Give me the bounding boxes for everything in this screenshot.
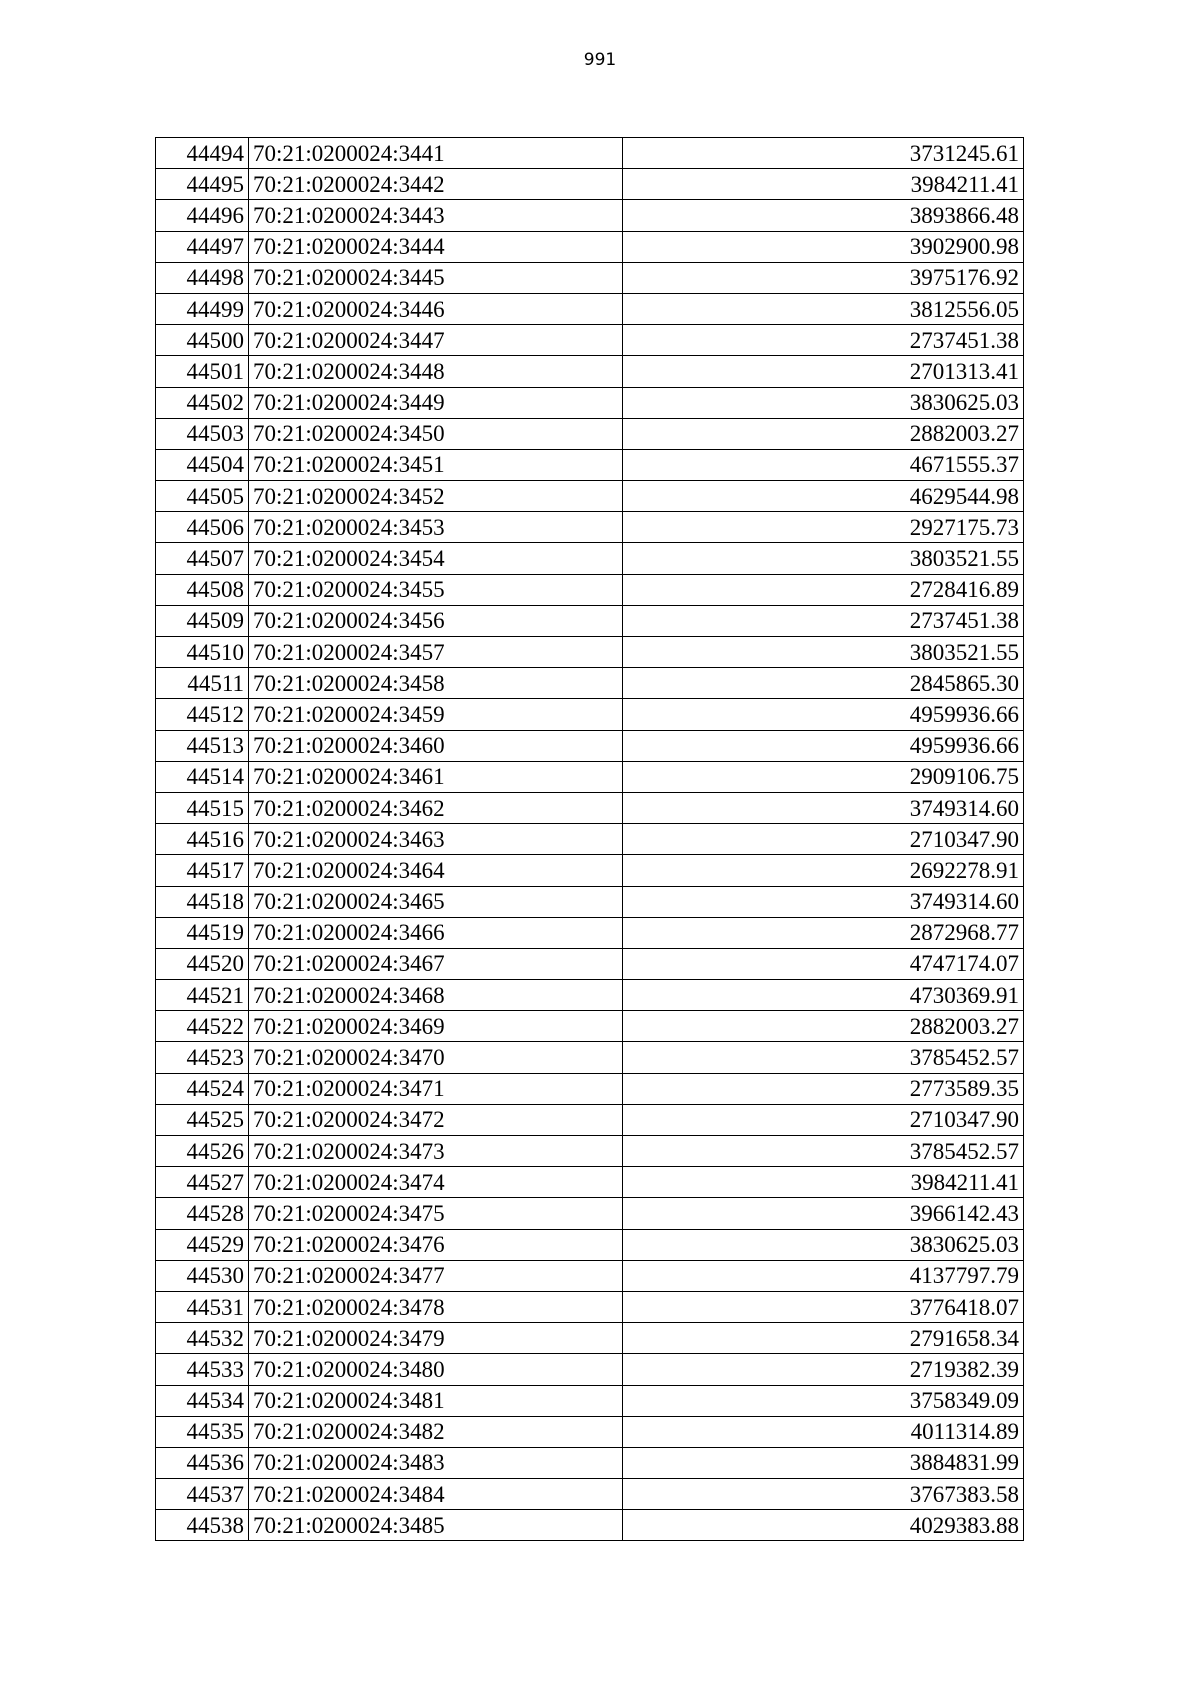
value-cell: 2692278.91: [623, 855, 1024, 886]
value-cell: 3984211.41: [623, 169, 1024, 200]
table-row: [156, 200, 1024, 231]
row-number-cell: 44507: [156, 543, 249, 574]
value-cell: 3966142.43: [623, 1198, 1024, 1229]
cadastral-number-cell: 70:21:0200024:3473: [249, 1136, 623, 1167]
cadastral-number-cell: 70:21:0200024:3466: [249, 917, 623, 948]
value-cell: 2872968.77: [623, 917, 1024, 948]
table-body: [156, 138, 1024, 1541]
cadastral-number-cell: 70:21:0200024:3448: [249, 356, 623, 387]
table-row: [156, 1073, 1024, 1104]
row-number-cell: 44504: [156, 449, 249, 480]
cadastral-number-cell: 70:21:0200024:3445: [249, 262, 623, 293]
cadastral-number-cell: 70:21:0200024:3461: [249, 761, 623, 792]
row-number-cell: 44527: [156, 1167, 249, 1198]
value-cell: 3975176.92: [623, 262, 1024, 293]
row-number-cell: 44511: [156, 668, 249, 699]
cadastral-number-cell: 70:21:0200024:3453: [249, 512, 623, 543]
table-row: [156, 418, 1024, 449]
cadastral-number-cell: 70:21:0200024:3460: [249, 730, 623, 761]
value-cell: 2728416.89: [623, 574, 1024, 605]
page-number: 991: [583, 50, 617, 70]
value-cell: 4747174.07: [623, 948, 1024, 979]
table-row: [156, 1042, 1024, 1073]
table-row: [156, 1385, 1024, 1416]
table-row: [156, 980, 1024, 1011]
value-cell: 3731245.61: [623, 138, 1024, 169]
cadastral-number-cell: 70:21:0200024:3456: [249, 605, 623, 636]
row-number-cell: 44537: [156, 1479, 249, 1510]
table-row: [156, 1260, 1024, 1291]
table-row: [156, 543, 1024, 574]
table-row: [156, 1354, 1024, 1385]
table-row: [156, 512, 1024, 543]
table-row: [156, 1167, 1024, 1198]
table-row: [156, 1510, 1024, 1541]
value-cell: 2773589.35: [623, 1073, 1024, 1104]
table-row: [156, 231, 1024, 262]
table-row: [156, 886, 1024, 917]
value-cell: 2882003.27: [623, 1011, 1024, 1042]
row-number-cell: 44515: [156, 792, 249, 823]
value-cell: 3812556.05: [623, 293, 1024, 324]
value-cell: 2719382.39: [623, 1354, 1024, 1385]
row-number-cell: 44520: [156, 948, 249, 979]
value-cell: 2701313.41: [623, 356, 1024, 387]
table-row: [156, 1479, 1024, 1510]
value-cell: 2927175.73: [623, 512, 1024, 543]
cadastral-number-cell: 70:21:0200024:3452: [249, 481, 623, 512]
value-cell: 3767383.58: [623, 1479, 1024, 1510]
cadastral-number-cell: 70:21:0200024:3483: [249, 1447, 623, 1478]
value-cell: 3893866.48: [623, 200, 1024, 231]
row-number-cell: 44497: [156, 231, 249, 262]
row-number-cell: 44501: [156, 356, 249, 387]
value-cell: 3749314.60: [623, 886, 1024, 917]
cadastral-number-cell: 70:21:0200024:3485: [249, 1510, 623, 1541]
cadastral-number-cell: 70:21:0200024:3457: [249, 637, 623, 668]
table-row: [156, 948, 1024, 979]
row-number-cell: 44514: [156, 761, 249, 792]
row-number-cell: 44521: [156, 980, 249, 1011]
value-cell: 3830625.03: [623, 387, 1024, 418]
value-cell: 3758349.09: [623, 1385, 1024, 1416]
data-table: [155, 137, 1024, 1541]
value-cell: 4671555.37: [623, 449, 1024, 480]
value-cell: 4730369.91: [623, 980, 1024, 1011]
value-cell: 3902900.98: [623, 231, 1024, 262]
value-cell: 2710347.90: [623, 824, 1024, 855]
cadastral-number-cell: 70:21:0200024:3470: [249, 1042, 623, 1073]
cadastral-number-cell: 70:21:0200024:3482: [249, 1416, 623, 1447]
cadastral-number-cell: 70:21:0200024:3449: [249, 387, 623, 418]
value-cell: 2845865.30: [623, 668, 1024, 699]
table-row: [156, 1323, 1024, 1354]
table-row: [156, 761, 1024, 792]
cadastral-number-cell: 70:21:0200024:3441: [249, 138, 623, 169]
row-number-cell: 44512: [156, 699, 249, 730]
cadastral-number-cell: 70:21:0200024:3451: [249, 449, 623, 480]
row-number-cell: 44513: [156, 730, 249, 761]
cadastral-number-cell: 70:21:0200024:3467: [249, 948, 623, 979]
row-number-cell: 44498: [156, 262, 249, 293]
row-number-cell: 44519: [156, 917, 249, 948]
cadastral-number-cell: 70:21:0200024:3447: [249, 325, 623, 356]
row-number-cell: 44499: [156, 293, 249, 324]
cadastral-number-cell: 70:21:0200024:3463: [249, 824, 623, 855]
cadastral-number-cell: 70:21:0200024:3476: [249, 1229, 623, 1260]
row-number-cell: 44496: [156, 200, 249, 231]
table-row: [156, 855, 1024, 886]
table-row: [156, 792, 1024, 823]
value-cell: 3785452.57: [623, 1042, 1024, 1073]
value-cell: 3803521.55: [623, 637, 1024, 668]
table-row: [156, 325, 1024, 356]
row-number-cell: 44525: [156, 1104, 249, 1135]
row-number-cell: 44523: [156, 1042, 249, 1073]
row-number-cell: 44535: [156, 1416, 249, 1447]
row-number-cell: 44494: [156, 138, 249, 169]
value-cell: 3884831.99: [623, 1447, 1024, 1478]
value-cell: 3803521.55: [623, 543, 1024, 574]
row-number-cell: 44529: [156, 1229, 249, 1260]
row-number-cell: 44502: [156, 387, 249, 418]
cadastral-number-cell: 70:21:0200024:3464: [249, 855, 623, 886]
value-cell: 2737451.38: [623, 325, 1024, 356]
row-number-cell: 44510: [156, 637, 249, 668]
cadastral-number-cell: 70:21:0200024:3454: [249, 543, 623, 574]
row-number-cell: 44526: [156, 1136, 249, 1167]
cadastral-number-cell: 70:21:0200024:3469: [249, 1011, 623, 1042]
row-number-cell: 44500: [156, 325, 249, 356]
cadastral-number-cell: 70:21:0200024:3481: [249, 1385, 623, 1416]
table-row: [156, 262, 1024, 293]
table-row: [156, 356, 1024, 387]
row-number-cell: 44495: [156, 169, 249, 200]
cadastral-number-cell: 70:21:0200024:3462: [249, 792, 623, 823]
table-row: [156, 637, 1024, 668]
table-row: [156, 1447, 1024, 1478]
value-cell: 2791658.34: [623, 1323, 1024, 1354]
cadastral-number-cell: 70:21:0200024:3458: [249, 668, 623, 699]
table-row: [156, 1229, 1024, 1260]
value-cell: 4137797.79: [623, 1260, 1024, 1291]
table-row: [156, 668, 1024, 699]
row-number-cell: 44531: [156, 1291, 249, 1322]
table-row: [156, 730, 1024, 761]
cadastral-number-cell: 70:21:0200024:3484: [249, 1479, 623, 1510]
cadastral-number-cell: 70:21:0200024:3468: [249, 980, 623, 1011]
row-number-cell: 44517: [156, 855, 249, 886]
table-row: [156, 449, 1024, 480]
table-row: [156, 574, 1024, 605]
value-cell: 4629544.98: [623, 481, 1024, 512]
row-number-cell: 44506: [156, 512, 249, 543]
value-cell: 2909106.75: [623, 761, 1024, 792]
cadastral-number-cell: 70:21:0200024:3455: [249, 574, 623, 605]
row-number-cell: 44505: [156, 481, 249, 512]
value-cell: 4011314.89: [623, 1416, 1024, 1447]
row-number-cell: 44508: [156, 574, 249, 605]
table-row: [156, 293, 1024, 324]
row-number-cell: 44532: [156, 1323, 249, 1354]
cadastral-number-cell: 70:21:0200024:3446: [249, 293, 623, 324]
value-cell: 3785452.57: [623, 1136, 1024, 1167]
table-row: [156, 824, 1024, 855]
cadastral-number-cell: 70:21:0200024:3459: [249, 699, 623, 730]
table-row: [156, 1011, 1024, 1042]
value-cell: 3749314.60: [623, 792, 1024, 823]
table-row: [156, 169, 1024, 200]
value-cell: 4029383.88: [623, 1510, 1024, 1541]
row-number-cell: 44528: [156, 1198, 249, 1229]
table-row: [156, 917, 1024, 948]
cadastral-number-cell: 70:21:0200024:3474: [249, 1167, 623, 1198]
table-row: [156, 1291, 1024, 1322]
row-number-cell: 44534: [156, 1385, 249, 1416]
row-number-cell: 44536: [156, 1447, 249, 1478]
cadastral-number-cell: 70:21:0200024:3443: [249, 200, 623, 231]
table-row: [156, 1104, 1024, 1135]
cadastral-number-cell: 70:21:0200024:3478: [249, 1291, 623, 1322]
value-cell: 4959936.66: [623, 699, 1024, 730]
cadastral-number-cell: 70:21:0200024:3479: [249, 1323, 623, 1354]
cadastral-number-cell: 70:21:0200024:3472: [249, 1104, 623, 1135]
table-row: [156, 481, 1024, 512]
value-cell: 3830625.03: [623, 1229, 1024, 1260]
cadastral-number-cell: 70:21:0200024:3471: [249, 1073, 623, 1104]
row-number-cell: 44522: [156, 1011, 249, 1042]
row-number-cell: 44516: [156, 824, 249, 855]
row-number-cell: 44518: [156, 886, 249, 917]
row-number-cell: 44530: [156, 1260, 249, 1291]
value-cell: 3984211.41: [623, 1167, 1024, 1198]
cadastral-number-cell: 70:21:0200024:3477: [249, 1260, 623, 1291]
table-row: [156, 605, 1024, 636]
table-row: [156, 387, 1024, 418]
table-row: [156, 1136, 1024, 1167]
cadastral-number-cell: 70:21:0200024:3442: [249, 169, 623, 200]
value-cell: 2710347.90: [623, 1104, 1024, 1135]
row-number-cell: 44503: [156, 418, 249, 449]
value-cell: 2882003.27: [623, 418, 1024, 449]
cadastral-number-cell: 70:21:0200024:3475: [249, 1198, 623, 1229]
value-cell: 4959936.66: [623, 730, 1024, 761]
row-number-cell: 44538: [156, 1510, 249, 1541]
table-row: [156, 699, 1024, 730]
row-number-cell: 44509: [156, 605, 249, 636]
value-cell: 3776418.07: [623, 1291, 1024, 1322]
table-row: [156, 1416, 1024, 1447]
row-number-cell: 44524: [156, 1073, 249, 1104]
cadastral-number-cell: 70:21:0200024:3480: [249, 1354, 623, 1385]
cadastral-number-cell: 70:21:0200024:3450: [249, 418, 623, 449]
cadastral-number-cell: 70:21:0200024:3465: [249, 886, 623, 917]
value-cell: 2737451.38: [623, 605, 1024, 636]
table-row: [156, 138, 1024, 169]
row-number-cell: 44533: [156, 1354, 249, 1385]
table-row: [156, 1198, 1024, 1229]
cadastral-number-cell: 70:21:0200024:3444: [249, 231, 623, 262]
